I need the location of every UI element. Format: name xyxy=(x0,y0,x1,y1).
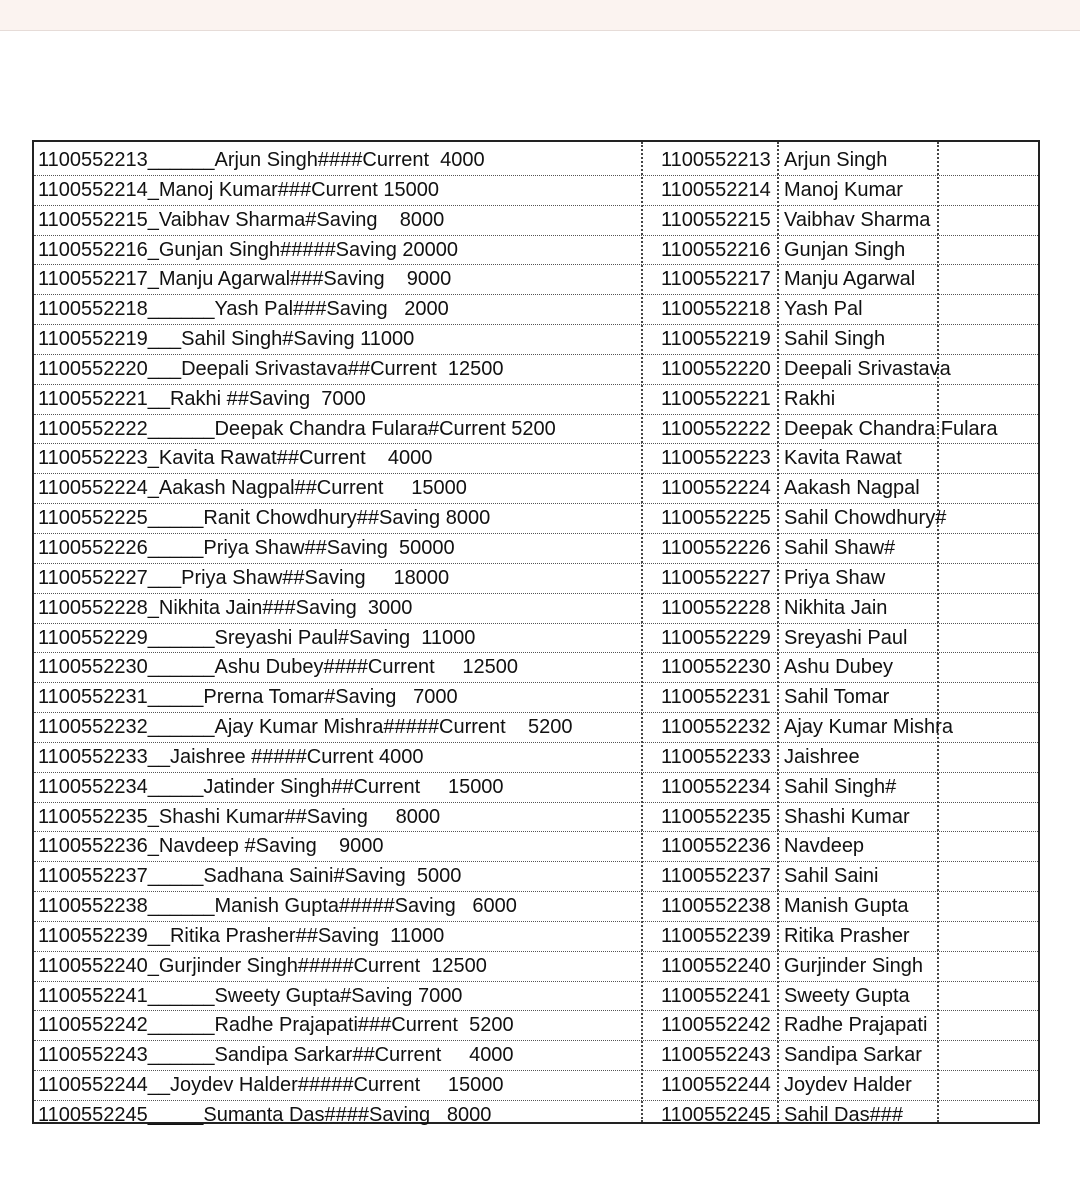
table-row xyxy=(34,892,1038,922)
account-number-cell[interactable]: 1100552214 xyxy=(661,178,771,201)
table-row xyxy=(34,206,1038,236)
raw-record-cell[interactable]: 1100552234_____Jatinder Singh##Current 15000 xyxy=(38,775,504,798)
account-number-cell[interactable]: 1100552243 xyxy=(661,1044,771,1067)
raw-record-cell[interactable]: 1100552237_____Sadhana Saini#Saving 5000 xyxy=(38,865,462,888)
table-row xyxy=(34,653,1038,683)
table-row xyxy=(34,952,1038,982)
table-rows xyxy=(34,146,1038,1131)
account-number-cell[interactable]: 1100552218 xyxy=(661,298,771,321)
account-number-cell[interactable]: 1100552230 xyxy=(661,656,771,679)
raw-record-cell[interactable]: 1100552220___Deepali Srivastava##Current 12500 xyxy=(38,357,504,380)
raw-record-cell[interactable]: 1100552244__Joydev Halder#####Current 15000 xyxy=(38,1074,504,1097)
table-row xyxy=(34,265,1038,295)
table-row xyxy=(34,415,1038,445)
account-number-cell[interactable]: 1100552238 xyxy=(661,895,771,918)
raw-record-cell[interactable]: 1100552225_____Ranit Chowdhury##Saving 8000 xyxy=(38,507,491,530)
customer-name-cell[interactable]: Sweety Gupta xyxy=(784,984,910,1007)
account-number-cell[interactable]: 1100552226 xyxy=(661,536,771,559)
table-row xyxy=(34,624,1038,654)
table-row xyxy=(34,982,1038,1012)
account-number-cell[interactable]: 1100552227 xyxy=(661,566,771,589)
customer-name-cell[interactable]: Jaishree xyxy=(784,745,860,768)
table-row xyxy=(34,803,1038,833)
raw-record-cell[interactable]: 1100552233__Jaishree #####Current 4000 xyxy=(38,745,424,768)
customer-name-cell[interactable]: Sahil Shaw# xyxy=(784,536,896,559)
account-number-cell[interactable]: 1100552216 xyxy=(661,238,771,261)
account-number-cell[interactable]: 1100552242 xyxy=(661,1014,771,1037)
table-row xyxy=(34,504,1038,534)
raw-record-cell[interactable]: 1100552216_Gunjan Singh#####Saving 20000 xyxy=(38,238,459,261)
raw-record-cell[interactable]: 1100552215_Vaibhav Sharma#Saving 8000 xyxy=(38,208,445,231)
raw-record-cell[interactable]: 1100552213______Arjun Singh####Current 4000 xyxy=(38,149,485,171)
customer-name-cell[interactable]: Navdeep xyxy=(784,835,865,858)
account-number-cell[interactable]: 1100552235 xyxy=(661,805,771,828)
customer-name-cell[interactable]: Sahil Saini xyxy=(784,865,879,888)
customer-name-cell[interactable]: Nikhita Jain xyxy=(784,596,888,619)
raw-record-cell[interactable]: 1100552241______Sweety Gupta#Saving 7000 xyxy=(38,984,463,1007)
account-number-cell[interactable]: 1100552234 xyxy=(661,775,771,798)
raw-record-cell[interactable]: 1100552245_____Sumanta Das####Saving 8000 xyxy=(38,1104,492,1126)
customer-name-cell[interactable]: Manish Gupta xyxy=(784,895,909,918)
raw-record-cell[interactable]: 1100552217_Manju Agarwal###Saving 9000 xyxy=(38,268,452,291)
customer-name-cell[interactable]: Manoj Kumar xyxy=(784,178,903,201)
raw-record-cell[interactable]: 1100552228_Nikhita Jain###Saving 3000 xyxy=(38,596,413,619)
table-row xyxy=(34,355,1038,385)
raw-record-cell[interactable]: 1100552218______Yash Pal###Saving 2000 xyxy=(38,298,449,321)
account-number-cell[interactable]: 1100552239 xyxy=(661,924,771,947)
customer-name-cell[interactable]: Sahil Singh xyxy=(784,328,886,351)
raw-record-cell[interactable]: 1100552232______Ajay Kumar Mishra#####Current 5200 xyxy=(38,716,573,739)
raw-record-cell[interactable]: 1100552222______Deepak Chandra Fulara#Current 5200 xyxy=(38,417,556,440)
customer-name-cell[interactable]: Ajay Kumar Mishra xyxy=(784,716,953,739)
table-row xyxy=(34,832,1038,862)
raw-record-cell[interactable]: 1100552240_Gurjinder Singh#####Current 12500 xyxy=(38,954,487,977)
account-number-cell[interactable]: 1100552228 xyxy=(661,596,771,619)
account-number-cell[interactable]: 1100552241 xyxy=(661,984,771,1007)
raw-record-cell[interactable]: 1100552230______Ashu Dubey####Current 12500 xyxy=(38,656,519,679)
raw-record-cell[interactable]: 1100552243______Sandipa Sarkar##Current 4000 xyxy=(38,1044,514,1067)
customer-name-cell[interactable]: Joydev Halder xyxy=(784,1074,912,1097)
table-row xyxy=(34,1071,1038,1101)
account-number-cell[interactable]: 1100552245 xyxy=(661,1104,771,1126)
account-number-cell[interactable]: 1100552217 xyxy=(661,268,771,291)
customer-name-cell[interactable]: Radhe Prajapati xyxy=(784,1014,928,1037)
account-number-cell[interactable]: 1100552236 xyxy=(661,835,771,858)
account-number-cell[interactable]: 1100552237 xyxy=(661,865,771,888)
raw-record-cell[interactable]: 1100552239__Ritika Prasher##Saving 11000 xyxy=(38,924,445,947)
customer-name-cell[interactable]: Sahil Singh# xyxy=(784,775,897,798)
customer-name-cell[interactable]: Gunjan Singh xyxy=(784,238,906,261)
table-row xyxy=(34,713,1038,743)
account-number-cell[interactable]: 1100552229 xyxy=(661,626,771,649)
table-row xyxy=(34,773,1038,803)
customer-name-cell[interactable]: Shashi Kumar xyxy=(784,805,910,828)
account-number-cell[interactable]: 1100552220 xyxy=(661,357,771,380)
raw-record-cell[interactable]: 1100552226_____Priya Shaw##Saving 50000 xyxy=(38,536,455,559)
customer-name-cell[interactable]: Ritika Prasher xyxy=(784,924,910,947)
customer-name-cell[interactable]: Sreyashi Paul xyxy=(784,626,908,649)
raw-record-cell[interactable]: 1100552224_Aakash Nagpal##Current 15000 xyxy=(38,477,467,500)
top-band xyxy=(0,0,1080,31)
table-row xyxy=(34,862,1038,892)
customer-name-cell[interactable]: Deepali Srivastava xyxy=(784,357,951,380)
account-number-cell[interactable]: 1100552225 xyxy=(661,507,771,530)
table-row xyxy=(34,385,1038,415)
account-number-cell[interactable]: 1100552222 xyxy=(661,417,771,440)
raw-record-cell[interactable]: 1100552221__Rakhi ##Saving 7000 xyxy=(38,387,366,410)
spreadsheet-table xyxy=(32,140,1040,1124)
customer-name-cell[interactable]: Priya Shaw xyxy=(784,566,886,589)
customer-name-cell[interactable]: Sandipa Sarkar xyxy=(784,1044,922,1067)
account-number-cell[interactable]: 1100552213 xyxy=(661,149,771,171)
customer-name-cell[interactable]: Aakash Nagpal xyxy=(784,477,920,500)
customer-name-cell[interactable]: Sahil Das### xyxy=(784,1104,903,1126)
table-row xyxy=(34,325,1038,355)
customer-name-cell[interactable]: Manju Agarwal xyxy=(784,268,916,291)
table-row xyxy=(34,176,1038,206)
raw-record-cell[interactable]: 1100552214_Manoj Kumar###Current 15000 xyxy=(38,178,440,201)
raw-record-cell[interactable]: 1100552238______Manish Gupta#####Saving 6000 xyxy=(38,895,517,918)
table-row xyxy=(34,683,1038,713)
customer-name-cell[interactable]: Arjun Singh xyxy=(784,149,888,171)
table-row xyxy=(34,1011,1038,1041)
account-number-cell[interactable]: 1100552219 xyxy=(661,328,771,351)
table-row xyxy=(34,1041,1038,1071)
raw-record-cell[interactable]: 1100552227___Priya Shaw##Saving 18000 xyxy=(38,566,450,589)
table-row xyxy=(34,295,1038,325)
account-number-cell[interactable]: 1100552240 xyxy=(661,954,771,977)
account-number-cell[interactable]: 1100552215 xyxy=(661,208,771,231)
account-number-cell[interactable]: 1100552244 xyxy=(661,1074,771,1097)
customer-name-cell[interactable]: Kavita Rawat xyxy=(784,447,902,470)
account-number-cell[interactable]: 1100552221 xyxy=(661,387,771,410)
table-row xyxy=(34,146,1038,176)
raw-record-cell[interactable]: 1100552242______Radhe Prajapati###Current 5200 xyxy=(38,1014,514,1037)
table-row xyxy=(34,922,1038,952)
customer-name-cell[interactable]: Deepak Chandra Fulara xyxy=(784,417,998,440)
customer-name-cell[interactable]: Rakhi xyxy=(784,387,836,410)
table-row xyxy=(34,236,1038,266)
table-row xyxy=(34,444,1038,474)
customer-name-cell[interactable]: Yash Pal xyxy=(784,298,863,321)
raw-record-cell[interactable]: 1100552236_Navdeep #Saving 9000 xyxy=(38,835,384,858)
raw-record-cell[interactable]: 1100552219___Sahil Singh#Saving 11000 xyxy=(38,328,415,351)
customer-name-cell[interactable]: Gurjinder Singh xyxy=(784,954,923,977)
customer-name-cell[interactable]: Sahil Chowdhury# xyxy=(784,507,947,530)
account-number-cell[interactable]: 1100552232 xyxy=(661,716,771,739)
raw-record-cell[interactable]: 1100552231_____Prerna Tomar#Saving 7000 xyxy=(38,686,458,709)
table-row xyxy=(34,474,1038,504)
table-row xyxy=(34,743,1038,773)
customer-name-cell[interactable]: Ashu Dubey xyxy=(784,656,893,679)
table-row xyxy=(34,594,1038,624)
raw-record-cell[interactable]: 1100552223_Kavita Rawat##Current 4000 xyxy=(38,447,433,470)
account-number-cell[interactable]: 1100552233 xyxy=(661,745,771,768)
table-row xyxy=(34,1101,1038,1131)
customer-name-cell[interactable]: Vaibhav Sharma xyxy=(784,208,931,231)
table-row xyxy=(34,564,1038,594)
customer-name-cell[interactable]: Sahil Tomar xyxy=(784,686,890,709)
raw-record-cell[interactable]: 1100552235_Shashi Kumar##Saving 8000 xyxy=(38,805,441,828)
account-number-cell[interactable]: 1100552223 xyxy=(661,447,771,470)
account-number-cell[interactable]: 1100552224 xyxy=(661,477,771,500)
table-row xyxy=(34,534,1038,564)
raw-record-cell[interactable]: 1100552229______Sreyashi Paul#Saving 11000 xyxy=(38,626,476,649)
account-number-cell[interactable]: 1100552231 xyxy=(661,686,771,709)
